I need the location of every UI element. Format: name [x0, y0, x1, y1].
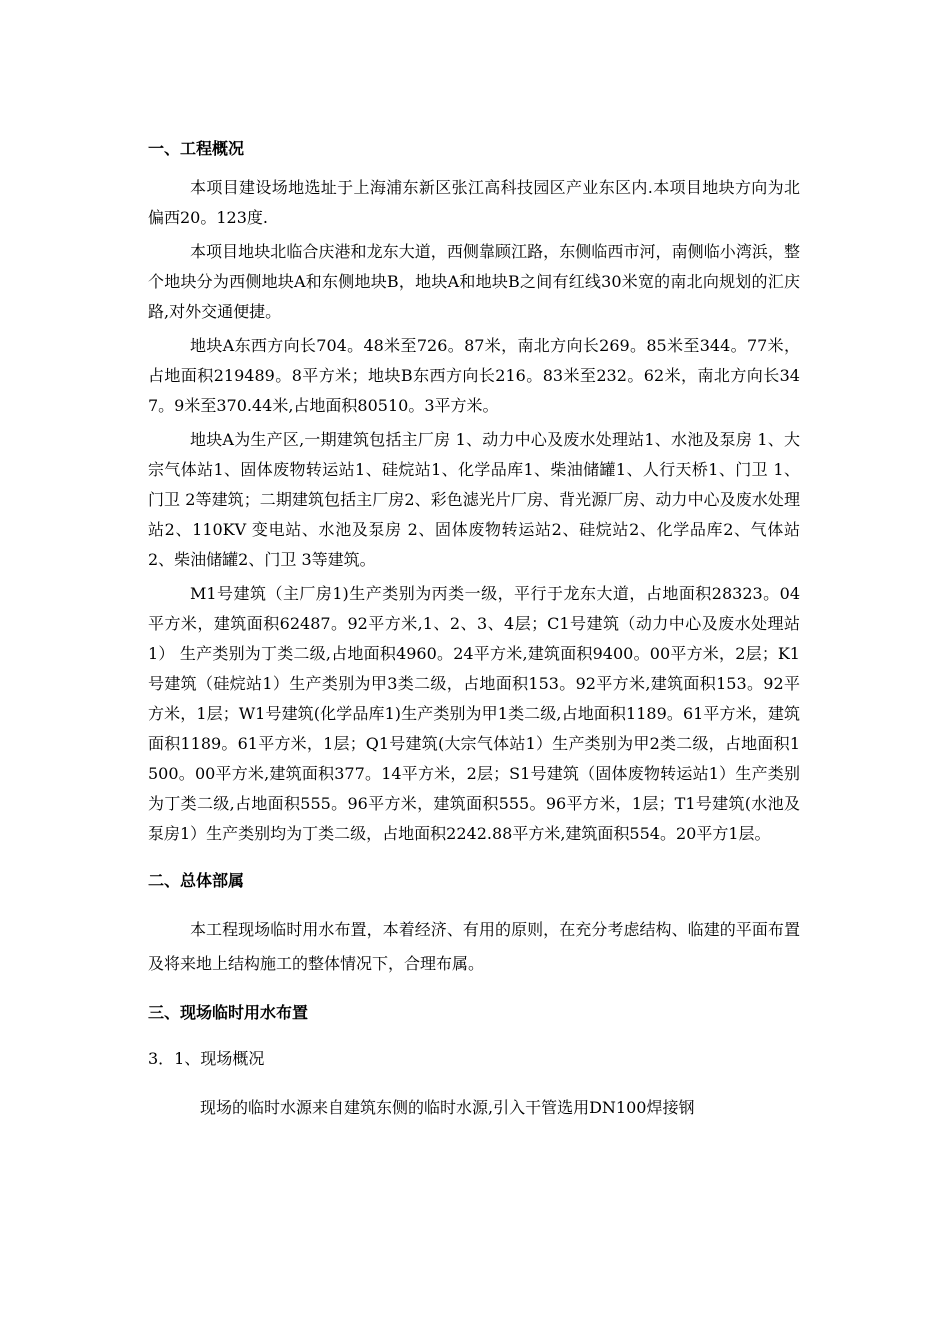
section-heading-temporary-water: 三、现场临时用水布置	[148, 1003, 309, 1022]
paragraph-plot-dimensions: 地块A东西方向长704。48米至726。87米，南北方向长269。85米至344。77米，占地面积219489。8平方米；地块B东西方向长216。83米至232。62米，南北方向长347。9米至370.44米,占地面积80510。3平方米。	[148, 336, 800, 415]
paragraph-layout-principle: 本工程现场临时用水布置，本着经济、有用的原则，在充分考虑结构、临建的平面布置及将来地上结构施工的整体情况下，合理布属。	[148, 920, 800, 973]
paragraph-water-source: 现场的临时水源来自建筑东侧的临时水源,引入干管选用DN100焊接钢	[200, 1098, 695, 1117]
paragraph-site-boundaries: 本项目地块北临合庆港和龙东大道，西侧靠顾江路，东侧临西市河，南侧临小湾浜，整个地块分为西侧地块A和东侧地块B，地块A和地块B之间有红线30米宽的南北向规划的汇庆路,对外交通便捷。	[148, 242, 800, 321]
paragraph-building-list: 地块A为生产区,一期建筑包括主厂房 1、动力中心及废水处理站1、水池及泵房 1、大宗气体站1、固体废物转运站1、硅烷站1、化学品库1、柴油储罐1、人行天桥1、门卫 1、门卫 2等建筑；二期建筑包括主厂房2、彩色滤光片厂房、背光源厂房、动力中心及废水处理站2、110KV 变电站、水池及泵房 2、固体废物转运站2、硅烷站2、化学品库2、气体站2、柴油储罐2、门卫 3等建筑。	[148, 430, 800, 569]
section-heading-overall-layout: 二、总体部属	[148, 871, 245, 890]
subsection-heading-site-overview: 3．1、现场概况	[148, 1049, 265, 1068]
section-heading-project-overview: 一、工程概况	[148, 139, 245, 158]
paragraph-building-details: M1号建筑（主厂房1)生产类别为丙类一级，平行于龙东大道，占地面积28323。04平方米，建筑面积62487。92平方米,1、2、3、4层；C1号建筑（动力中心及废水处理站1） 生产类别为丁类二级,占地面积4960。24平方米,建筑面积9400。00平方米，2层；K1号建筑（硅烷站1）生产类别为甲3类二级，占地面积153。92平方米,建筑面积153。92平方米，1层；W1号建筑(化学品库1)生产类别为甲1类二级,占地面积1189。61平方米，建筑面积1189。61平方米，1层；Q1号建筑(大宗气体站1）生产类别为甲2类二级，占地面积1500。00平方米,建筑面积377。14平方米，2层；S1号建筑（固体废物转运站1）生产类别为丁类二级,占地面积555。96平方米，建筑面积555。96平方米，1层；T1号建筑(水池及泵房1）生产类别均为丁类二级，占地面积2242.88平方米,建筑面积554。20平方1层。	[148, 584, 800, 843]
paragraph-site-location: 本项目建设场地选址于上海浦东新区张江高科技园区产业东区内.本项目地块方向为北偏西20。123度.	[148, 178, 800, 227]
